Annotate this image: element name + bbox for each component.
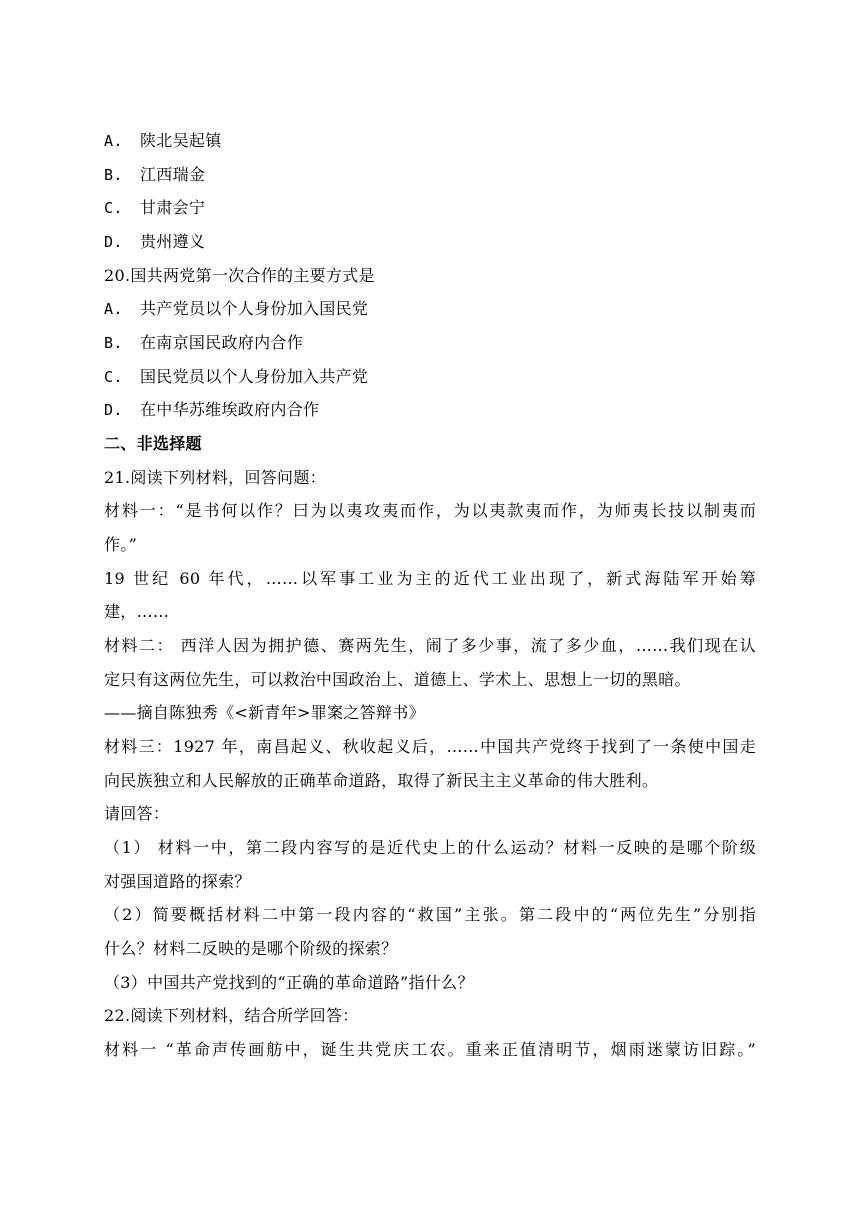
q20-option-d (104, 400, 756, 420)
q21-material1-para2-line1: 19 世纪 60 年代，……以军事工业为主的近代工业出现了，新式海陆军开始筹 (104, 569, 756, 588)
q20-option-b (104, 333, 756, 353)
section-heading: 二、非选择题 (104, 434, 202, 453)
q20-option-c (104, 367, 756, 387)
option-text: 贵州遵义 (140, 232, 206, 251)
q20-stem: 20.国共两党第一次合作的主要方式是 (104, 266, 375, 285)
option-letter: B. (104, 334, 123, 352)
q19-option-d (104, 232, 756, 252)
q21-sub2-line1: （2）简要概括材料二中第一段内容的“救国”主张。第二段中的“两位先生”分别指 (104, 905, 756, 924)
q20-option-a (104, 299, 756, 319)
q21-material2-source: ——摘自陈独秀《<新青年>罪案之答辩书》 (104, 703, 425, 722)
option-text: 甘肃会宁 (140, 198, 206, 217)
q19-option-a (104, 131, 756, 151)
q21-material3-line1: 材料三：1927 年，南昌起义、秋收起义后，……中国共产党终于找到了一条使中国走 (104, 737, 756, 756)
option-text: 共产党员以个人身份加入国民党 (140, 299, 369, 318)
option-letter: D. (104, 401, 123, 419)
q21-prompt: 请回答： (104, 804, 170, 823)
option-text: 国民党员以个人身份加入共产党 (140, 367, 369, 386)
option-text: 在中华苏维埃政府内合作 (140, 400, 320, 419)
option-text: 江西瑞金 (140, 165, 206, 184)
q19-option-b (104, 165, 756, 185)
q21-material1-para2-line2: 建，…… (104, 602, 170, 621)
q21-material3-line2: 向民族独立和人民解放的正确革命道路，取得了新民主主义革命的伟大胜利。 (104, 771, 659, 790)
q19-option-c (104, 198, 756, 218)
option-text: 在南京国民政府内合作 (140, 333, 304, 352)
option-text: 陕北吴起镇 (140, 131, 222, 150)
q21-sub1-line1: （1） 材料一中，第二段内容写的是近代史上的什么运动？材料一反映的是哪个阶级 (104, 838, 756, 857)
q21-sub3: （3）中国共产党找到的“正确的革命道路”指什么？ (104, 973, 474, 992)
q22-stem: 22.阅读下列材料，结合所学回答： (104, 1006, 359, 1025)
q21-stem: 21.阅读下列材料，回答问题： (104, 468, 326, 487)
option-letter: A. (104, 132, 123, 150)
option-letter: A. (104, 300, 123, 318)
option-letter: D. (104, 233, 123, 251)
q21-sub1-line2: 对强国道路的探索？ (104, 872, 251, 891)
q21-material2-line2: 定只有这两位先生，可以救治中国政治上、道德上、学术上、思想上一切的黑暗。 (104, 670, 691, 689)
option-letter: C. (104, 368, 123, 386)
q21-sub2-line2: 什么？材料二反映的是哪个阶级的探索？ (104, 939, 398, 958)
q21-material1-line2: 作。” (104, 535, 138, 554)
option-letter: B. (104, 166, 123, 184)
option-letter: C. (104, 199, 123, 217)
q21-material2-line1: 材料二： 西洋人因为拥护德、赛两先生，闹了多少事，流了多少血，……我们现在认 (104, 636, 756, 655)
q22-material1: 材料一 “革命声传画舫中，诞生共党庆工农。重来正值清明节，烟雨迷蒙访旧踪。” (104, 1040, 756, 1059)
q21-material1-line1: 材料一：“是书何以作？曰为以夷攻夷而作，为以夷款夷而作，为师夷长技以制夷而 (104, 501, 756, 520)
